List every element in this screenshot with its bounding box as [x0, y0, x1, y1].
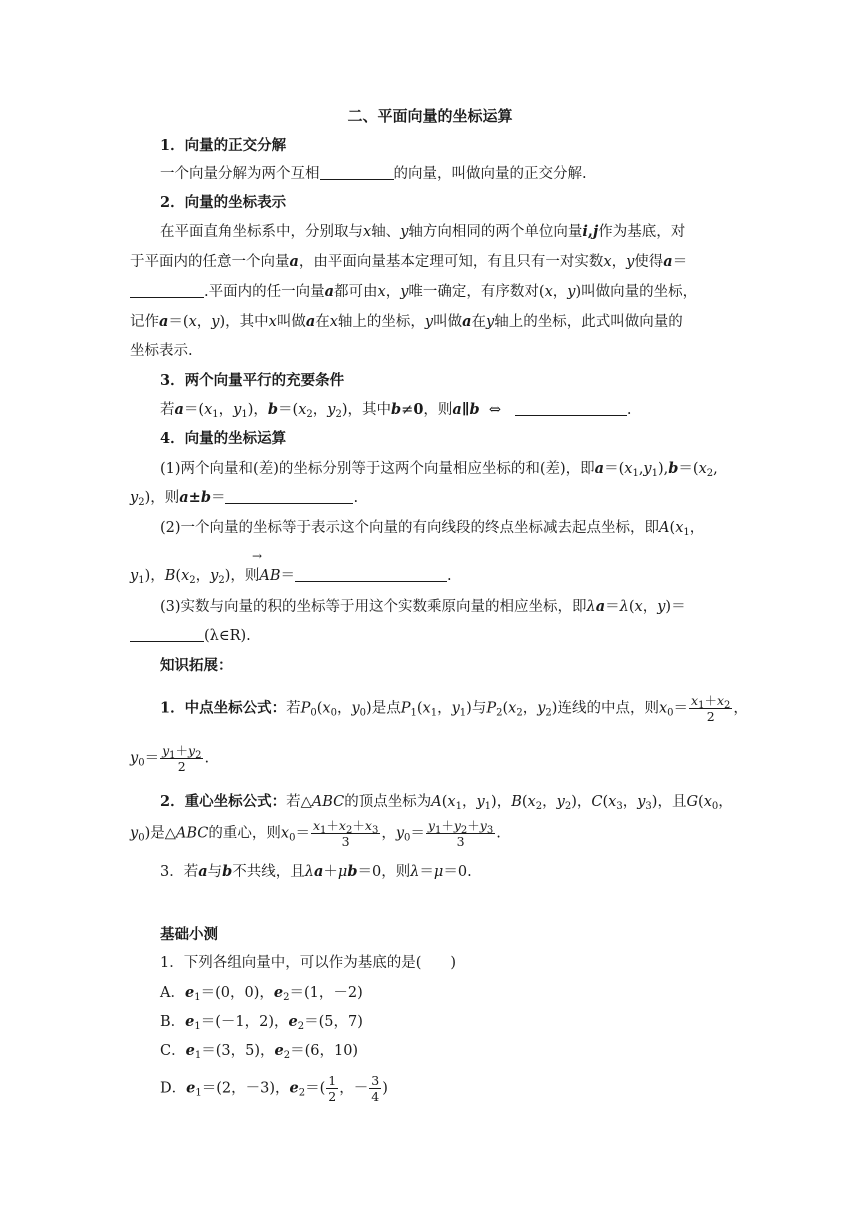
- vector-AB: AB: [259, 568, 281, 584]
- text: 在: [315, 314, 330, 330]
- vector-arrow-icon: →: [252, 549, 263, 563]
- text: ): [382, 1080, 388, 1097]
- denominator: 2: [177, 759, 186, 774]
- lambda: λ: [586, 599, 596, 615]
- text: 叫做: [433, 314, 463, 330]
- text: ＝: [672, 254, 688, 270]
- var-x: x: [603, 254, 612, 270]
- text: ，则: [150, 490, 180, 506]
- text: ＝(3，5)，: [201, 1043, 275, 1059]
- fraction: [326, 1073, 338, 1104]
- rule-2-line-1: (2)一个向量的坐标等于表示这个向量的有向线段的终点坐标减去起点坐标，即$A(x_1$，: [160, 520, 705, 538]
- vector-a: a: [159, 313, 169, 330]
- text: 于平面内的任意一个向量: [130, 254, 290, 270]
- text: ＝(6，10): [290, 1043, 359, 1059]
- rule-1-line-1: (1)两个向量和(差)的坐标分别等于这两个向量相应坐标的和(差)，即$a=(x_1,y_1),b=(x_2$,: [160, 460, 718, 479]
- text: .平面内的任一向量: [204, 284, 325, 300]
- answer-blank: [320, 165, 394, 180]
- text: )，其中: [341, 402, 392, 418]
- fraction: $\frac{x_1+x_2}{2}$: [691, 693, 731, 724]
- heading-orthogonal-decomposition: 1．向量的正交分解: [160, 137, 287, 154]
- text: ，－: [339, 1080, 369, 1097]
- text: (3)实数与向量的积的坐标等于用这个实数乘原向量的相应坐标，即: [160, 599, 587, 615]
- answer-blank: [225, 489, 353, 504]
- option-d[interactable]: D．$e_1=(2$，－3)，$e_2=$( $\frac{1}{2}$ ，－ $\frac{3}{4}$ ): [160, 1073, 388, 1104]
- text: ，则: [230, 568, 260, 584]
- text: )＝: [665, 599, 686, 615]
- vector-a: a: [663, 253, 673, 270]
- var-y: y: [400, 224, 409, 240]
- rule-3-line-1: (3)实数与向量的积的坐标等于用这个实数乘原向量的相应坐标，即λa＝λ(x，y)＝: [160, 598, 686, 615]
- answer-blank: [130, 283, 204, 298]
- text: 的重心，则: [208, 825, 281, 842]
- denominator: 2: [706, 709, 715, 724]
- text: 连线的中点，则: [557, 700, 659, 717]
- text: 轴上的坐标，: [337, 314, 425, 330]
- text: 轴方向相同的两个单位向量: [408, 224, 583, 240]
- option-label: D．: [160, 1080, 187, 1097]
- plus-minus: ±: [188, 489, 201, 506]
- text: ＝(5，7): [304, 1014, 363, 1030]
- iff-symbol: ⇔: [488, 402, 502, 418]
- option-label: A．: [160, 985, 185, 1001]
- vector-a: a: [305, 313, 316, 330]
- text: ，: [611, 254, 627, 270]
- var-y: y: [567, 284, 576, 300]
- text: (2)一个向量的坐标等于表示这个向量的有向线段的终点坐标减去起点坐标，即: [160, 520, 660, 536]
- var-y: y: [626, 254, 635, 270]
- paragraph-line-1: [160, 222, 760, 242]
- text: 一个向量分解为两个互相: [160, 166, 320, 182]
- text: 都可由: [334, 284, 378, 300]
- denominator: 4: [371, 1089, 380, 1104]
- text: ＝(0，0)，: [200, 985, 274, 1001]
- text: ＝(: [278, 402, 299, 418]
- question-1: 1．下列各组向量中，可以作为基底的是( ): [160, 955, 457, 971]
- text: 唯一确定，有序数对(: [408, 284, 545, 300]
- text: ＝(2，－3)，: [201, 1080, 290, 1097]
- vector-a: a: [289, 253, 299, 270]
- text: .: [353, 490, 359, 506]
- var-y: y: [211, 314, 220, 330]
- text: ，: [552, 284, 568, 300]
- var-x: x: [363, 224, 372, 240]
- heading-coordinate-operations: 4．向量的坐标运算: [160, 430, 287, 447]
- text: ，: [196, 314, 212, 330]
- answer-blank: [295, 567, 447, 582]
- text: ＝(1，－2): [289, 985, 363, 1001]
- paragraph-line-3: [130, 282, 730, 302]
- text: (1)两个向量和(差)的坐标分别等于这两个向量相应坐标的和(差)，即: [160, 461, 595, 477]
- text: 3．若: [160, 864, 199, 880]
- point-A: A: [659, 520, 670, 536]
- text: 是点: [371, 700, 401, 717]
- parallel-condition-statement: 若$a=(x_1$，$y_1$)，$b=(x_2$，$y_2$)，其中b≠0，则a∥b ⇔ .: [160, 401, 632, 420]
- parallel-symbol: ∥: [461, 401, 470, 418]
- heading-basic-quiz: 基础小测: [160, 926, 218, 943]
- heading-knowledge-extension: 知识拓展：: [160, 657, 233, 674]
- text: ＝0.: [443, 864, 472, 880]
- numerator: 3: [371, 1073, 380, 1088]
- centroid-formula-line-2: $y_0$)是△ABC的重心，则$x_0=$ $\frac{x_1+x_2+x_3}{3}$ ，$y_0=$ $\frac{y_1+y_2+y_3}{3}$ .: [130, 818, 501, 849]
- text: 使得: [634, 254, 664, 270]
- text: ，: [385, 284, 401, 300]
- section-title: 二、平面向量的坐标运算: [347, 107, 513, 125]
- point-B: B: [164, 568, 176, 584]
- rule-2-line-2: $y_1$)，$B(x_2$，$y_2$)，则AB＝ .: [130, 568, 452, 586]
- text: 的向量，叫做向量的正交分解.: [393, 166, 587, 182]
- triangle-ABC: ABC: [175, 825, 209, 842]
- text: ，且: [657, 794, 687, 810]
- midpoint-formula-line-1: 1．中点坐标公式：若$P_0(x_0$，$y_0$)是点$P_1(x_1$，$y_1$)与$P_2(x_2$，$y_2$)连线的中点，则$x_0=$ $\frac{x_1+x_2}{2}$ ，: [160, 693, 748, 724]
- text: 若: [160, 402, 175, 418]
- denominator: 2: [328, 1089, 337, 1104]
- text: (λ∈R).: [204, 628, 251, 644]
- text: ＝: [605, 599, 620, 615]
- denominator: 3: [341, 834, 350, 849]
- text: .: [447, 568, 452, 584]
- paragraph-line-4: [130, 312, 730, 332]
- text: 轴上的坐标，此式叫做向量的: [494, 314, 683, 330]
- text: .: [626, 402, 632, 418]
- paragraph-line-5: 坐标表示.: [130, 343, 193, 359]
- text: ，: [642, 599, 658, 615]
- text: ＝(: [305, 1080, 326, 1097]
- answer-blank: [515, 401, 627, 416]
- text: ＝(－1，2)，: [200, 1014, 289, 1030]
- fraction: [369, 1073, 381, 1104]
- text: 作为基底，对: [598, 224, 686, 240]
- text: ＝(: [168, 314, 189, 330]
- answer-blank: [130, 627, 204, 642]
- text: 轴、: [371, 224, 401, 240]
- text: ，由平面向量基本定理可知，有且只有一对实数: [298, 254, 604, 270]
- text: )，: [247, 402, 268, 418]
- text: 记作: [130, 314, 159, 330]
- option-a[interactable]: A．$e_1=(0$，0)，$e_2=(1$，－2): [160, 984, 363, 1003]
- text: )叫做向量的坐标，: [575, 284, 698, 300]
- vector-a: a: [462, 313, 472, 330]
- fraction: $\frac{x_1+x_2+x_3}{3}$: [312, 818, 379, 849]
- centroid-formula-line-1: 2．重心坐标公式：若△ABC的顶点坐标为$A(x_1$，$y_1$)，$B(x_2$，$y_2$)，$C(x_3$，$y_3$)，且$G(x_0$，: [160, 793, 733, 812]
- text: 若: [286, 700, 301, 717]
- label: 1．中点坐标公式：: [160, 699, 287, 717]
- vector-a: a: [174, 401, 184, 418]
- vector-i: i: [582, 223, 588, 240]
- var-x: x: [188, 314, 197, 330]
- midpoint-formula-line-2: $y_0=$ $\frac{y_1+y_2}{2}$ .: [130, 743, 210, 774]
- var-y: y: [424, 314, 434, 330]
- text: (: [628, 599, 635, 615]
- paragraph-orthogonal-decomposition: [160, 164, 760, 184]
- text: ＝0，则: [357, 864, 411, 880]
- heading-coordinate-representation: 2．向量的坐标表示: [160, 194, 287, 211]
- text: ＝: [210, 490, 226, 506]
- label: 2．重心坐标公式：: [160, 793, 287, 810]
- text: ≠: [401, 402, 414, 418]
- text: 不共线，且: [232, 864, 305, 880]
- text: 在: [471, 314, 487, 330]
- text: 若△: [286, 794, 312, 810]
- var-x: x: [377, 284, 386, 300]
- paragraph-line-2: [130, 252, 730, 272]
- text: ＝(: [183, 402, 205, 418]
- option-label: B．: [160, 1014, 186, 1030]
- var-x: x: [268, 314, 277, 330]
- text: ＝: [280, 568, 296, 584]
- var-y: y: [400, 284, 409, 300]
- separator: ,: [587, 223, 593, 240]
- text: ，则: [423, 402, 453, 418]
- denominator: 3: [456, 834, 465, 849]
- option-label: C．: [160, 1043, 186, 1059]
- zero-vector: 0: [413, 401, 424, 418]
- var-y: y: [486, 314, 495, 330]
- vector-j: j: [592, 223, 599, 240]
- text: 与: [471, 700, 487, 717]
- text: 是△: [150, 825, 176, 842]
- option-c[interactable]: C．$e_1=(3$，5)，$e_2=(6$，10): [160, 1042, 359, 1061]
- triangle-ABC: ABC: [311, 794, 345, 810]
- heading-parallel-condition: 3．两个向量平行的充要条件: [160, 372, 345, 389]
- var-x: x: [544, 284, 553, 300]
- rule-1-line-2: $y_2$)，则a±b＝ .: [130, 489, 359, 508]
- fraction: $\frac{y_1+y_2}{2}$: [162, 743, 202, 774]
- text: )，其中: [219, 314, 269, 330]
- numerator: 1: [328, 1073, 337, 1088]
- text: 在平面直角坐标系中，分别取与: [160, 224, 363, 240]
- vector-a: a: [324, 283, 335, 300]
- item-3-noncollinear: 3．若a与b不共线，且λa＋μb＝0，则λ＝μ＝0.: [160, 863, 472, 880]
- var-x: x: [329, 314, 338, 330]
- option-b[interactable]: B．$e_1=(-1$，2)，$e_2=(5$，7): [160, 1013, 363, 1032]
- text: 与: [207, 864, 223, 880]
- text: 的顶点坐标为: [344, 794, 432, 810]
- text: 叫做: [276, 314, 306, 330]
- fraction: $\frac{y_1+y_2+y_3}{3}$: [427, 818, 494, 849]
- rule-3-line-2: [130, 626, 730, 646]
